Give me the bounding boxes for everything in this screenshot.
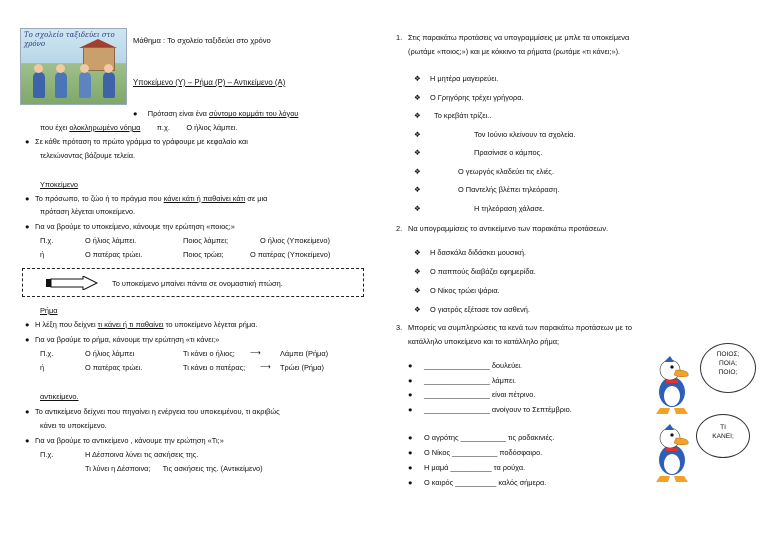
intro-underlined: σύντομο κομμάτι του λόγου	[209, 109, 299, 118]
text: Για να βρούμε το αντικείμενο , κάνουμε την ερώτηση «Τι;»	[35, 436, 224, 445]
q3-blank-sentence	[408, 405, 572, 414]
bubble-text: ΠΟΙΟ;	[718, 368, 738, 376]
q1-sentence	[414, 167, 554, 176]
text: Για να βρούμε το υποκείμενο, κάνουμε την ερώτηση «ποιος;»	[35, 222, 235, 231]
ex-sentence: Ο ήλιος λάμπει	[85, 349, 135, 358]
ex-question: Τι κάνει ο πατέρας;	[183, 363, 246, 372]
text-underlined: τι κάνει ή τι παθαίνει	[97, 320, 164, 329]
q3-blank-sentence	[408, 478, 546, 487]
object-example-2: Τι λύνει η Δέσποινα; Τις ασκήσεις της. (Αντικείμενο)	[85, 464, 263, 473]
ex-sentence: Η Δέσποινα λύνει τις ασκήσεις της.	[85, 450, 199, 459]
q2-sentence	[414, 248, 526, 257]
lesson-title: Μάθημα : Το σχολείο ταξιδεύει στο χρόνο	[133, 36, 271, 45]
question-2-text: Να υπογραμμίσεις το αντικείμενο των παρακάτω προτάσεων.	[408, 224, 609, 233]
subject-definition: ● Το πρόσωπο, το ζώο ή το πράγμα που κάνει κάτι ή παθαίνει κάτι σε μια	[25, 194, 268, 203]
duck-cartoon-icon	[650, 356, 696, 416]
ex-question: Τι κάνει ο ήλιος;	[183, 349, 235, 358]
diamond-bullet-icon: ❖	[414, 111, 421, 120]
cover-child	[55, 72, 67, 98]
text: Το πρόσωπο, το ζώο ή το πράγμα που	[35, 194, 164, 203]
object-question: ● Για να βρούμε το αντικείμενο , κάνουμε την ερώτηση «Τι;»	[25, 436, 224, 445]
question-1-text: Στις παρακάτω προτάσεις να υπογραμμίσεις με μπλε τα υποκείμενα	[408, 33, 630, 42]
subject-heading: Υποκείμενο	[40, 180, 79, 189]
text: Το αντικείμενο δείχνει που πηγαίνει η ενέργεια του υποκειμένου, τι ακριβώς	[35, 407, 280, 416]
q1-sentence	[414, 130, 576, 139]
q2-sentence	[414, 267, 536, 276]
diamond-bullet-icon: ❖	[414, 166, 421, 176]
bullet: ●	[408, 448, 413, 457]
ex-label: Π.χ.	[40, 349, 54, 358]
cover-child-head	[34, 64, 43, 73]
subject-question: ● Για να βρούμε το υποκείμενο, κάνουμε την ερώτηση «ποιος;»	[25, 222, 235, 231]
bullet: ●	[408, 390, 413, 399]
diamond-bullet-icon: ❖	[414, 286, 421, 295]
q1-sentence-text: Τον Ιούνιο κλείνουν τα σχολεία.	[474, 129, 576, 139]
bubble-text: ΠΟΙΑ;	[719, 359, 737, 367]
bullet: ●	[408, 375, 413, 385]
q2-sentence	[414, 286, 500, 295]
rule-text: Σε κάθε πρόταση το πρώτο γράμμα το γράφουμε με κεφαλαίο και	[35, 137, 248, 146]
q3-blank-sentence	[408, 376, 516, 385]
q3-blank-sentence-text: Ο αγρότης ___________ τις ροδακινιές.	[424, 433, 555, 442]
intro2-text: που έχει	[40, 123, 70, 132]
arrow-right-icon: ⟶	[260, 362, 271, 371]
subject-definition-2: πρόταση λέγεται υποκείμενο.	[40, 207, 136, 216]
question-1: 1. Στις παρακάτω προτάσεις να υπογραμμίσεις με μπλε τα υποκείμενα	[396, 33, 630, 42]
text: Για να βρούμε το ρήμα, κάνουμε την ερώτηση «τι κάνει;»	[35, 335, 220, 344]
q1-sentence-text: Ο Παντελής βλέπει τηλεόραση.	[458, 185, 560, 194]
cover-child-head	[104, 64, 113, 73]
question-2: 2. Να υπογραμμίσεις το αντικείμενο των παρακάτω προτάσεων.	[396, 224, 609, 233]
bullet: ●	[133, 109, 148, 118]
q1-sentence	[414, 111, 491, 120]
q2-sentence-text: Ο γιατρός εξέτασε τον ασθενή.	[430, 305, 530, 314]
cover-child	[103, 72, 115, 98]
q1-sentence	[414, 74, 498, 83]
ex-answer: Τρώει (Ρήμα)	[280, 363, 324, 372]
diamond-bullet-icon: ❖	[414, 148, 421, 157]
ex-sentence: Ο πατέρας τρώει.	[85, 250, 143, 259]
ex-sentence: Ο ήλιος λάμπει.	[85, 236, 137, 245]
cover-child	[33, 72, 45, 98]
q1-sentence-text: Πρασίνισε ο κάμπος.	[474, 148, 543, 157]
intro2-example: π.χ. Ο ήλιος λάμπει.	[140, 123, 238, 132]
q3-blank-sentence	[408, 361, 522, 370]
bullet: ●	[408, 463, 413, 472]
arrow-right-icon: ⟶	[250, 348, 261, 357]
bubble-text: ΚΑΝΕΙ;	[712, 432, 734, 440]
text: Η λέξη που δείχνει	[35, 320, 98, 329]
ex-question: Ποιος λάμπει;	[183, 236, 229, 245]
verb-definition: ● Η λέξη που δείχνει τι κάνει ή τι παθαίνει το υποκείμενο λέγεται ρήμα.	[25, 320, 258, 329]
ex-sentence: Ο πατέρας τρώει.	[85, 363, 143, 372]
speech-bubble-what	[696, 414, 750, 458]
speech-bubble-who	[700, 343, 756, 393]
cover-child-head	[56, 64, 65, 73]
q2-sentence-text: Ο Νίκος τρώει ψάρια.	[430, 286, 500, 295]
question-3-line-2: κατάλληλο υποκείμενο και το κατάλληλο ρήμα;	[408, 337, 560, 346]
cover-child-head	[80, 64, 89, 73]
bullet: ●	[408, 361, 413, 370]
question-1-line-2: (ρωτάμε «ποιος;») και με κόκκινο τα ρήματα (ρωτάμε «τι κάνει;»).	[408, 47, 621, 56]
q3-blank-sentence-text: ________________ δουλεύει.	[424, 361, 523, 370]
object-definition-2: κάνει το υποκείμενο.	[40, 421, 107, 430]
book-cover-image	[20, 28, 127, 105]
q3-blank-sentence	[408, 433, 554, 442]
verb-heading: Ρήμα	[40, 306, 58, 315]
diamond-bullet-icon: ❖	[414, 203, 421, 213]
arrow-right-icon	[45, 276, 100, 290]
diamond-bullet-icon: ❖	[414, 248, 421, 257]
bullet: ●	[408, 478, 413, 487]
text: σε μια	[245, 194, 268, 203]
subtitle: Υποκείμενο (Υ) – Ρήμα (Ρ) – Αντικείμενο (Α)	[133, 78, 286, 87]
ex-answer: Ο πατέρας (Υποκείμενο)	[250, 250, 331, 259]
question-3-text: Μπορείς να συμπληρώσεις τα κενά των παρακάτω προτάσεων με το	[408, 323, 632, 332]
subject-note: Το υποκείμενο μπαίνει πάντα σε ονομαστική πτώση.	[112, 279, 283, 288]
duck-cartoon-icon	[650, 424, 696, 484]
q1-sentence-text: Το κρεβάτι τρίζει..	[434, 111, 492, 120]
q3-blank-sentence-text: Η μαμά __________ τα ρούχα.	[424, 463, 526, 472]
ex-label: ή	[40, 363, 45, 372]
bubble-text: ΤΙ	[720, 424, 726, 431]
question-3: 3. Μπορείς να συμπληρώσεις τα κενά των παρακάτω προτάσεων με το	[396, 323, 632, 332]
diamond-bullet-icon: ❖	[414, 267, 421, 276]
q3-blank-sentence	[408, 390, 535, 399]
intro2-underlined: ολοκληρωμένο νόημα	[69, 123, 141, 132]
ex-label: ή	[40, 250, 45, 259]
q3-blank-sentence-text: Ο Νίκος ___________ ποδόσφαιρο.	[424, 448, 543, 457]
bullet: ●	[408, 433, 413, 442]
diamond-bullet-icon: ❖	[414, 305, 421, 314]
cover-child	[79, 72, 91, 98]
intro-line	[133, 109, 298, 118]
q2-sentence	[414, 305, 530, 314]
q1-sentence	[414, 204, 544, 213]
q1-sentence	[414, 185, 559, 194]
q3-blank-sentence-text: ________________ είναι πέτρινο.	[424, 390, 536, 399]
q3-blank-sentence-text: ________________ λάμπει.	[424, 375, 517, 385]
q2-sentence-text: Ο παππούς διαβάζει εφημερίδα.	[430, 267, 536, 276]
object-heading: αντικείμενο.	[40, 392, 79, 401]
rule-line: ● Σε κάθε πρόταση το πρώτο γράμμα το γράφουμε με κεφαλαίο και	[25, 137, 248, 146]
bullet: ●	[408, 404, 413, 414]
intro-text: Πρόταση είναι ένα	[147, 109, 210, 118]
diamond-bullet-icon: ❖	[414, 185, 421, 194]
ex-answer: Λάμπει (Ρήμα)	[280, 349, 329, 358]
q1-sentence-text: Η τηλεόραση χάλασε.	[474, 203, 545, 213]
q2-sentence-text: Η δασκάλα διδάσκει μουσική.	[430, 248, 526, 257]
object-definition: ● Το αντικείμενο δείχνει που πηγαίνει η ενέργεια του υποκειμένου, τι ακριβώς	[25, 407, 280, 416]
diamond-bullet-icon: ❖	[414, 92, 421, 102]
q3-blank-sentence-text: Ο καιρός __________ καλός σήμερα.	[424, 478, 547, 487]
cover-title: Το σχολείο ταξιδεύει στο χρόνο	[24, 31, 115, 48]
rule-line-2: τελειώνοντας βάζουμε τελεία.	[40, 151, 136, 160]
q3-blank-sentence	[408, 463, 525, 472]
ex-question: Ποιος τρώει;	[183, 250, 224, 259]
q1-sentence	[414, 148, 542, 157]
bubble-text: ΠΟΙΟΣ;	[716, 351, 740, 358]
q1-sentence	[414, 93, 524, 102]
ex-label: Π.χ.	[40, 450, 54, 459]
q3-blank-sentence	[408, 448, 542, 457]
q3-blank-sentence-text: ________________ ανοίγουν το Σεπτέμβριο.	[424, 404, 572, 414]
q1-sentence-text: Η μητέρα μαγειρεύει.	[430, 74, 499, 83]
diamond-bullet-icon: ❖	[414, 129, 421, 139]
text-underlined: κάνει κάτι ή παθαίνει κάτι	[163, 194, 246, 203]
ex-answer: Ο ήλιος (Υποκείμενο)	[260, 236, 330, 245]
text: το υποκείμενο λέγεται ρήμα.	[163, 320, 258, 329]
q1-sentence-text: Ο Γρηγόρης τρέχει γρήγορα.	[430, 92, 524, 102]
intro-line-2	[40, 123, 238, 132]
verb-question: ● Για να βρούμε το ρήμα, κάνουμε την ερώτηση «τι κάνει;»	[25, 335, 220, 344]
ex-label: Π.χ.	[40, 236, 54, 245]
q1-sentence-text: Ο γεωργός κλαδεύει τις ελιές.	[458, 166, 554, 176]
diamond-bullet-icon: ❖	[414, 74, 421, 83]
